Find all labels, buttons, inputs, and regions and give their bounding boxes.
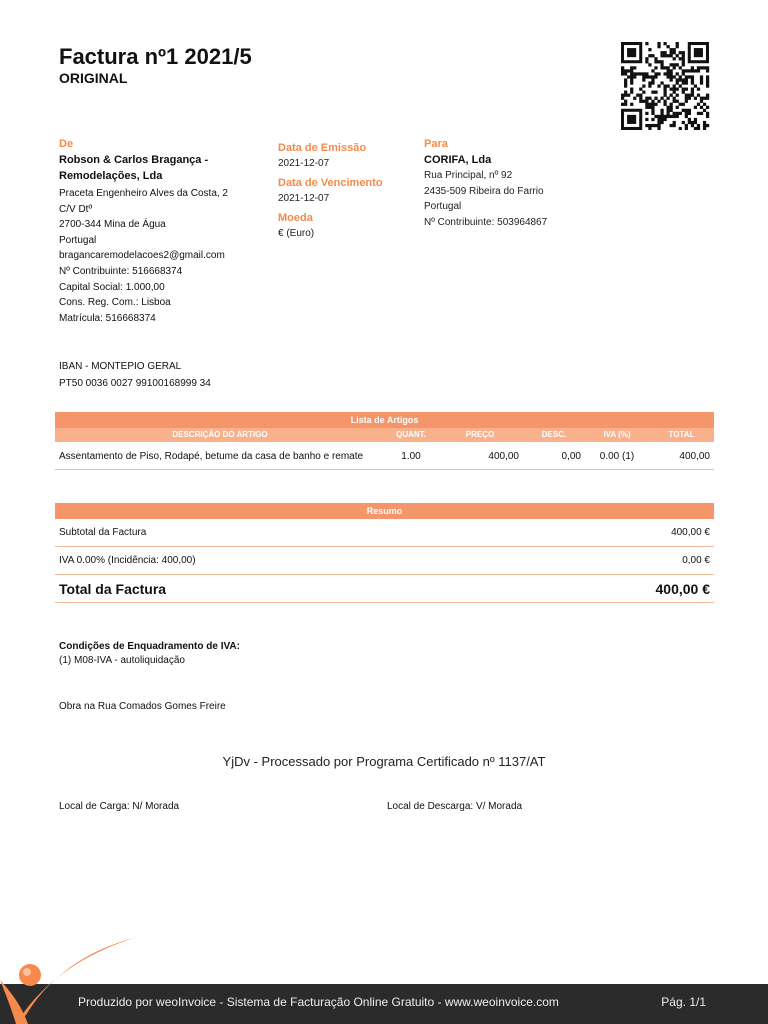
invoice-title: Factura nº1 2021/5	[59, 44, 252, 69]
client-line: Portugal	[424, 201, 462, 213]
client-line: 2435-509 Ribeira do Farrio	[424, 185, 544, 197]
item-description: Assentamento de Piso, Rodapé, betume da casa de banho e remate	[59, 451, 364, 462]
col-vat: IVA (%)	[603, 430, 631, 439]
total-label: Total da Factura	[59, 581, 167, 597]
item-vat: 0.00 (1)	[599, 451, 635, 462]
currency-label: Moeda	[278, 212, 313, 224]
vat-conditions-heading: Condições de Enquadramento de IVA:	[59, 641, 240, 652]
loading-place: Local de Carga: N/ Morada	[59, 801, 180, 812]
item-price: 400,00	[488, 451, 519, 462]
col-description: DESCRIÇÃO DO ARTIGO	[172, 430, 268, 439]
certification-text: YjDv - Processado por Programa Certificado nº 1137/AT	[222, 754, 546, 769]
issuer-line: Capital Social: 1.000,00	[59, 281, 165, 293]
col-quantity: QUANT.	[396, 430, 426, 439]
currency-value: € (Euro)	[278, 228, 315, 239]
client-heading: Para	[424, 138, 448, 150]
total-value: 400,00 €	[655, 581, 710, 597]
issuer-line: Praceta Engenheiro Alves da Costa, 2	[59, 188, 228, 199]
page-number: Pág. 1/1	[661, 995, 706, 1009]
vat-conditions	[59, 640, 240, 668]
dates-block	[278, 142, 418, 241]
footer-produced-by: Produzido por weoInvoice - Sistema de Facturação Online Gratuito - www.weoinvoice.com	[78, 995, 559, 1009]
issuer-name-line1: Robson & Carlos Bragança -	[59, 154, 209, 166]
subtotal-value: 400,00 €	[671, 527, 710, 538]
issuer-line: C/V Dtº	[59, 203, 93, 215]
client-name: CORIFA, Lda	[424, 154, 492, 166]
due-date-label: Data de Vencimento	[278, 177, 383, 189]
issuer-line: Portugal	[59, 234, 97, 246]
col-discount: DESC.	[541, 430, 567, 439]
weoinvoice-logo-icon	[0, 935, 140, 1024]
items-table	[55, 412, 714, 470]
items-table-title: Lista de Artigos	[55, 412, 714, 428]
issuer-email: bragancaremodelacoes2@gmail.com	[59, 250, 225, 262]
bank-name: IBAN - MONTEPIO GERAL	[59, 361, 182, 372]
vat-value: 0,00 €	[682, 555, 710, 566]
issuer-line: Matrícula: 516668374	[59, 312, 156, 324]
col-price: PREÇO	[465, 430, 495, 439]
vat-conditions-text: (1) M08-IVA - autoliquidação	[59, 655, 185, 666]
issue-date-label: Data de Emissão	[278, 142, 367, 154]
issuer-line: Cons. Reg. Com.: Lisboa	[59, 297, 171, 309]
client-line: Rua Principal, nº 92	[424, 170, 513, 181]
subtotal-row	[55, 519, 714, 547]
issuer-name-line2: Remodelações, Lda	[59, 170, 163, 182]
vat-label: IVA 0.00% (Incidência: 400,00)	[59, 555, 196, 566]
col-total: TOTAL	[668, 430, 695, 439]
due-date-value: 2021-12-07	[278, 193, 330, 204]
issuer-heading: De	[59, 138, 74, 150]
item-discount: 0,00	[561, 451, 581, 462]
issuer-block	[59, 138, 269, 326]
bank-iban: PT50 0036 0027 99100168999 34	[59, 378, 211, 389]
issue-date-value: 2021-12-07	[278, 158, 330, 169]
client-line: Nº Contribuinte: 503964867	[424, 216, 548, 228]
summary-table	[55, 503, 714, 603]
items-table-header	[55, 428, 714, 442]
total-row	[55, 575, 714, 603]
item-total: 400,00	[679, 451, 710, 462]
subtotal-label: Subtotal da Factura	[59, 527, 147, 538]
bank-block	[59, 358, 211, 392]
issuer-line: Nº Contribuinte: 516668374	[59, 265, 183, 277]
unloading-place: Local de Descarga: V/ Morada	[387, 801, 523, 812]
table-row	[55, 442, 714, 470]
qr-code-icon	[618, 42, 712, 130]
invoice-copy-label: ORIGINAL	[59, 70, 128, 86]
item-quantity: 1.00	[401, 451, 421, 462]
vat-row	[55, 547, 714, 575]
client-block	[424, 138, 624, 230]
invoice-note: Obra na Rua Comados Gomes Freire	[59, 701, 226, 712]
summary-title: Resumo	[55, 503, 714, 519]
issuer-line: 2700-344 Mina de Água	[59, 219, 166, 231]
